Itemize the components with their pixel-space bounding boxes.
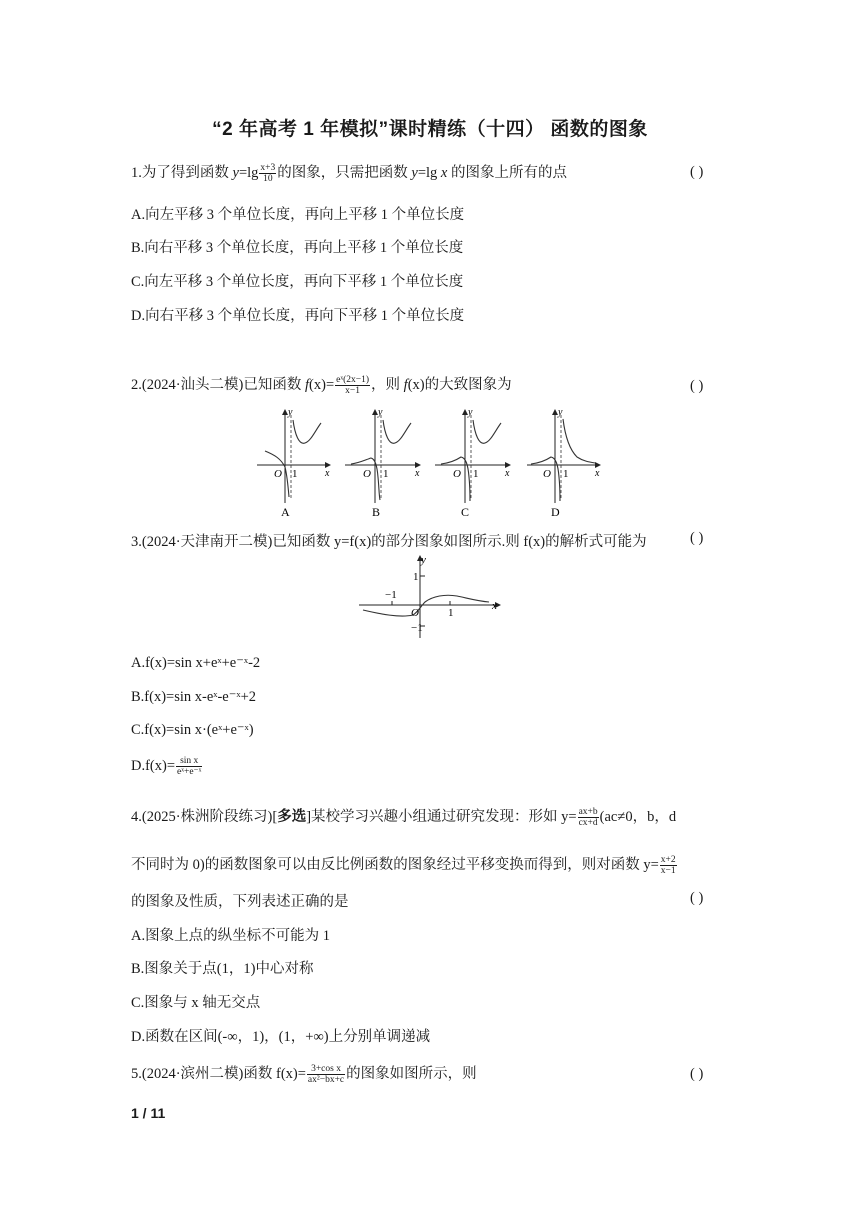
q3-tick-x-pos: 1: [448, 607, 454, 619]
q1-option-c: C.向左平移 3 个单位长度，再向下平移 1 个单位长度: [131, 274, 464, 290]
q2-b-label: B: [372, 505, 381, 519]
q4-frac2-den: x−1: [660, 866, 676, 877]
q2-frac-den: x−1: [345, 386, 360, 397]
q1-option-a: A.向左平移 3 个单位长度，再向上平移 1 个单位长度: [131, 207, 465, 223]
q4-option-b: B.图象关于点(1，1)中心对称: [131, 961, 314, 977]
q3-tick-x-neg: −1: [385, 589, 397, 601]
page-number: 1 / 11: [131, 1105, 166, 1121]
q4-option-a: A.图象上点的纵坐标不可能为 1: [131, 928, 330, 944]
q1-post: 的图象上所有的点: [447, 165, 567, 181]
q2-c-one: 1: [473, 468, 479, 480]
q3-graph-figure: [355, 552, 505, 640]
q3-origin: O: [411, 607, 419, 619]
page-title: “2 年高考 1 年模拟”课时精练（十四） 函数的图象: [212, 119, 648, 140]
q2-a-axis-x: x: [325, 468, 330, 479]
q1-var-y: y: [232, 165, 239, 181]
q2-c-origin: O: [453, 468, 461, 480]
q2-a-origin: O: [274, 468, 282, 480]
q2-d-axis-y: y: [558, 407, 563, 418]
q4-fraction-2: [660, 855, 677, 876]
q3-axis-x: x: [492, 600, 497, 612]
q3-option-b: B.f(x)=sin x-eˣ-e⁻ˣ+2: [131, 689, 256, 705]
q3-tick-y-neg: −1: [411, 622, 423, 634]
q2-d-one: 1: [563, 468, 569, 480]
q2-b-axis-y: y: [378, 407, 383, 418]
q3-option-d: [131, 756, 203, 777]
q1-answer-paren: ( ): [690, 164, 704, 180]
q2-d-label: D: [551, 505, 560, 519]
q2-post: ，则: [371, 377, 404, 393]
q2-fraction: [335, 375, 370, 396]
q2-b-axis-x: x: [415, 468, 420, 479]
q2-b-one: 1: [383, 468, 389, 480]
q1-var-y2: y: [411, 165, 418, 181]
question-3-stem: 3.(2024·天津南开二模)已知函数 y=f(x)的部分图象如图所示.则 f(x)的解析式可能为: [131, 534, 647, 550]
q1-eq: =lg: [238, 165, 259, 181]
question-1-stem: [131, 161, 567, 184]
q5-frac-den: ax²−bx+c: [307, 1075, 345, 1086]
q1-var-x: x: [440, 165, 448, 181]
q1-frac-num: x+3: [260, 163, 276, 174]
q3-d-den: eˣ+e⁻ˣ: [177, 767, 202, 777]
q5-answer-paren: ( ): [690, 1066, 704, 1082]
q2-graph-c: [435, 407, 510, 519]
q5-fraction: [307, 1064, 345, 1085]
q2-arg: (x)=: [309, 377, 335, 393]
q4-post: ]某校学习兴趣小组通过研究发现：形如 y=: [306, 809, 577, 825]
q2-text: 2.(2024·汕头二模)已知函数: [131, 377, 305, 393]
q1-text: 1.为了得到函数: [131, 165, 233, 181]
q2-graph-a: [257, 407, 330, 519]
q2-d-axis-x: x: [595, 468, 600, 479]
q5-frac-num: 3+cos x: [307, 1064, 345, 1075]
q5-pre: 5.(2024·滨州二模)函数 f(x)=: [131, 1066, 306, 1082]
question-4-line-2: [131, 853, 678, 876]
q2-a-label: A: [281, 505, 290, 519]
q3-axis-y: y: [421, 554, 426, 566]
q3-option-a: A.f(x)=sin x+eˣ+e⁻ˣ-2: [131, 655, 261, 671]
question-5-stem: [131, 1062, 477, 1085]
q2-var-f: f: [305, 377, 310, 393]
q2-answer-paren: ( ): [690, 378, 704, 394]
q1-fraction: [259, 163, 276, 184]
q3-d-fraction: [176, 756, 202, 777]
q4-tail: (ac≠0，b，d: [599, 809, 677, 825]
q2-graph-d: [527, 407, 600, 519]
q4-answer-paren: ( ): [690, 890, 704, 906]
q3-d-pre: D.f(x)=: [131, 757, 176, 774]
q3-d-num: sin x: [176, 756, 202, 767]
q3-answer-paren: ( ): [690, 530, 704, 546]
q2-b-origin: O: [363, 468, 371, 480]
q1-option-b: B.向右平移 3 个单位长度，再向上平移 1 个单位长度: [131, 240, 464, 256]
q2-c-axis-y: y: [468, 407, 473, 418]
q1-mid: 的图象，只需把函数: [277, 165, 412, 181]
q4-option-c: C.图象与 x 轴无交点: [131, 995, 261, 1011]
q3-option-c: C.f(x)=sin x·(eˣ+e⁻ˣ): [131, 722, 254, 738]
q2-c-label: C: [461, 505, 470, 519]
q2-a-one: 1: [292, 468, 298, 480]
q2-graph-b: [345, 407, 420, 519]
q3-tick-y-pos: 1: [413, 571, 419, 583]
q4-frac1-num: ax+b: [578, 807, 598, 818]
q2-frac-num: eˣ(2x−1): [336, 375, 370, 386]
question-4-line-3: 的图象及性质，下列表述正确的是: [131, 894, 349, 910]
q2-graphs-figure: [255, 405, 605, 520]
q4-fraction-1: [578, 807, 599, 828]
q1-frac-den: 10: [263, 174, 273, 185]
question-4-line-1: [131, 805, 676, 828]
q4-line2-text: 不同时为 0)的函数图象可以由反比例函数的图象经过平移变换而得到，则对函数 y=: [131, 857, 659, 873]
q1-eq2: =lg: [417, 165, 441, 181]
q4-option-d: D.函数在区间(-∞，1)，(1，+∞)上分别单调递减: [131, 1029, 431, 1045]
q4-tag: 多选: [277, 809, 307, 825]
q2-post2: (x)的大致图象为: [407, 377, 512, 393]
question-2-stem: [131, 373, 512, 396]
q2-var-f2: f: [403, 377, 408, 393]
q2-d-origin: O: [543, 468, 551, 480]
q4-frac2-num: x+2: [660, 855, 676, 866]
q5-post: 的图象如图所示，则: [346, 1066, 477, 1082]
q1-option-d: D.向右平移 3 个单位长度，再向下平移 1 个单位长度: [131, 308, 465, 324]
q4-pre: 4.(2025·株洲阶段练习)[: [131, 809, 278, 825]
q2-a-axis-y: y: [288, 407, 293, 418]
q4-frac1-den: cx+d: [578, 818, 598, 829]
q2-c-axis-x: x: [505, 468, 510, 479]
